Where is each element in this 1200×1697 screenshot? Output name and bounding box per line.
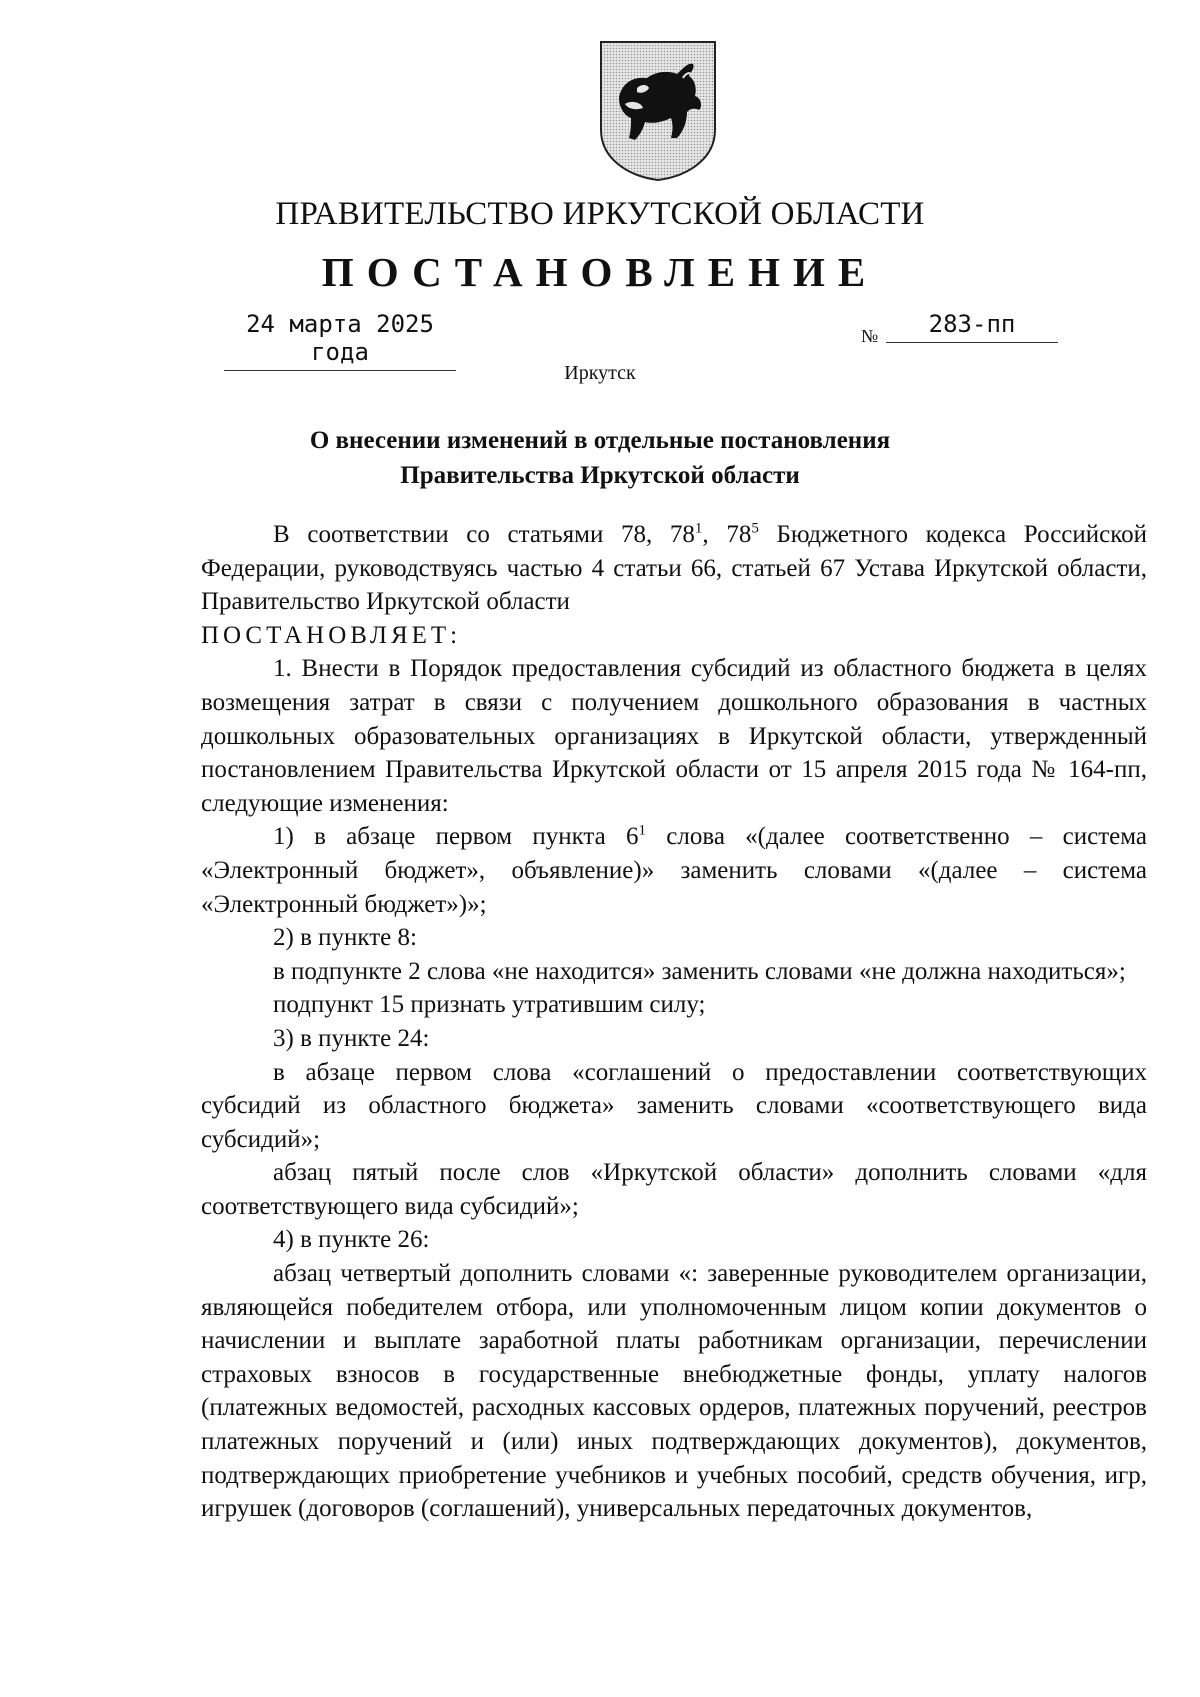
- paragraph-2: [201, 820, 1147, 921]
- paragraph-5: подпункт 15 признать утратившим силу;: [273, 991, 706, 1019]
- paragraph-1: 1. Внести в Порядок предоставления субсидий из областного бюджета в целях возмещения затрат в связи с получением дошкольного образования в частных дошкольных образовательных организациях в Иркутской области, утвержденный постановлением Правительства Иркутской области от 15 апреля 2015 года № 164-пп, следующие изменения:: [201, 655, 1147, 817]
- preamble-text-c: Бюджетного кодекса Российской Федерации, руководствуясь частью 4 статьи 66, статьей 67 Устава Иркутской области, Правительство Иркутской области: [201, 521, 1148, 616]
- preamble-superscript-1: 1: [694, 520, 703, 537]
- subject-line-2: Правительства Иркутской области: [400, 462, 800, 489]
- paragraph-2-text-a: 1) в абзаце первом пункта 6: [273, 823, 639, 851]
- preamble-text-a: В соответствии со статьями 78, 78: [273, 521, 695, 548]
- subject-line-1: О внесении изменений в отдельные постановления: [309, 427, 891, 454]
- document-number: 283-пп: [886, 310, 1058, 343]
- irkutsk-coat-of-arms-icon: [597, 38, 719, 183]
- document-date: 24 марта 2025 года: [224, 310, 456, 371]
- paragraph-6: 3) в пункте 24:: [273, 1024, 430, 1052]
- preamble-superscript-2: 5: [751, 520, 759, 537]
- preamble-paragraph: [201, 518, 1147, 619]
- paragraph-9: 4) в пункте 26:: [273, 1226, 430, 1254]
- paragraph-2-text-b: слова «(далее соответственно – система «Электронный бюджет», объявление)» заменить словами «(далее – система «Электронный бюджет»)»;: [201, 823, 1147, 918]
- paragraph-3: 2) в пункте 8:: [273, 924, 417, 952]
- decree-word: ПОСТАНОВЛЯЕТ:: [201, 621, 462, 649]
- document-subject: [0, 423, 1200, 493]
- paragraph-8: абзац пятый после слов «Иркутской области» дополнить словами «для соответствующего вида субсидий»;: [201, 1159, 1147, 1220]
- document-city: Иркутск: [564, 362, 636, 384]
- document-body: [201, 518, 1147, 1526]
- number-sign: №: [861, 326, 879, 346]
- government-title: ПРАВИТЕЛЬСТВО ИРКУТСКОЙ ОБЛАСТИ: [275, 196, 925, 232]
- preamble-text-b: , 78: [702, 521, 752, 548]
- paragraph-10: абзац четвертый дополнить словами «: заверенные руководителем организации, являющейся победителем отбора, или уполномоченным лицом копии документов о начислении и выплате заработной платы работникам организации, перечислении страховых взносов в государственные внебюджетные фонды, уплату налогов (платежных ведомостей, расходных кассовых ордеров, платежных поручений, реестров платежных поручений и (или) иных подтверждающих документов), документов, подтверждающих приобретение учебников и учебных пособий, средств обучения, игр, игрушек (договоров (соглашений), универсальных передаточных документов,: [201, 1260, 1147, 1523]
- paragraph-7: в абзаце первом слова «соглашений о предоставлении соответствующих субсидий из областного бюджета» заменить словами «соответствующего вида субсидий»;: [201, 1058, 1147, 1153]
- paragraph-4: в подпункте 2 слова «не находится» заменить словами «не должна находиться»;: [273, 957, 1126, 985]
- document-type-title: ПОСТАНОВЛЕНИЕ: [321, 249, 879, 295]
- paragraph-2-superscript: 1: [638, 823, 647, 840]
